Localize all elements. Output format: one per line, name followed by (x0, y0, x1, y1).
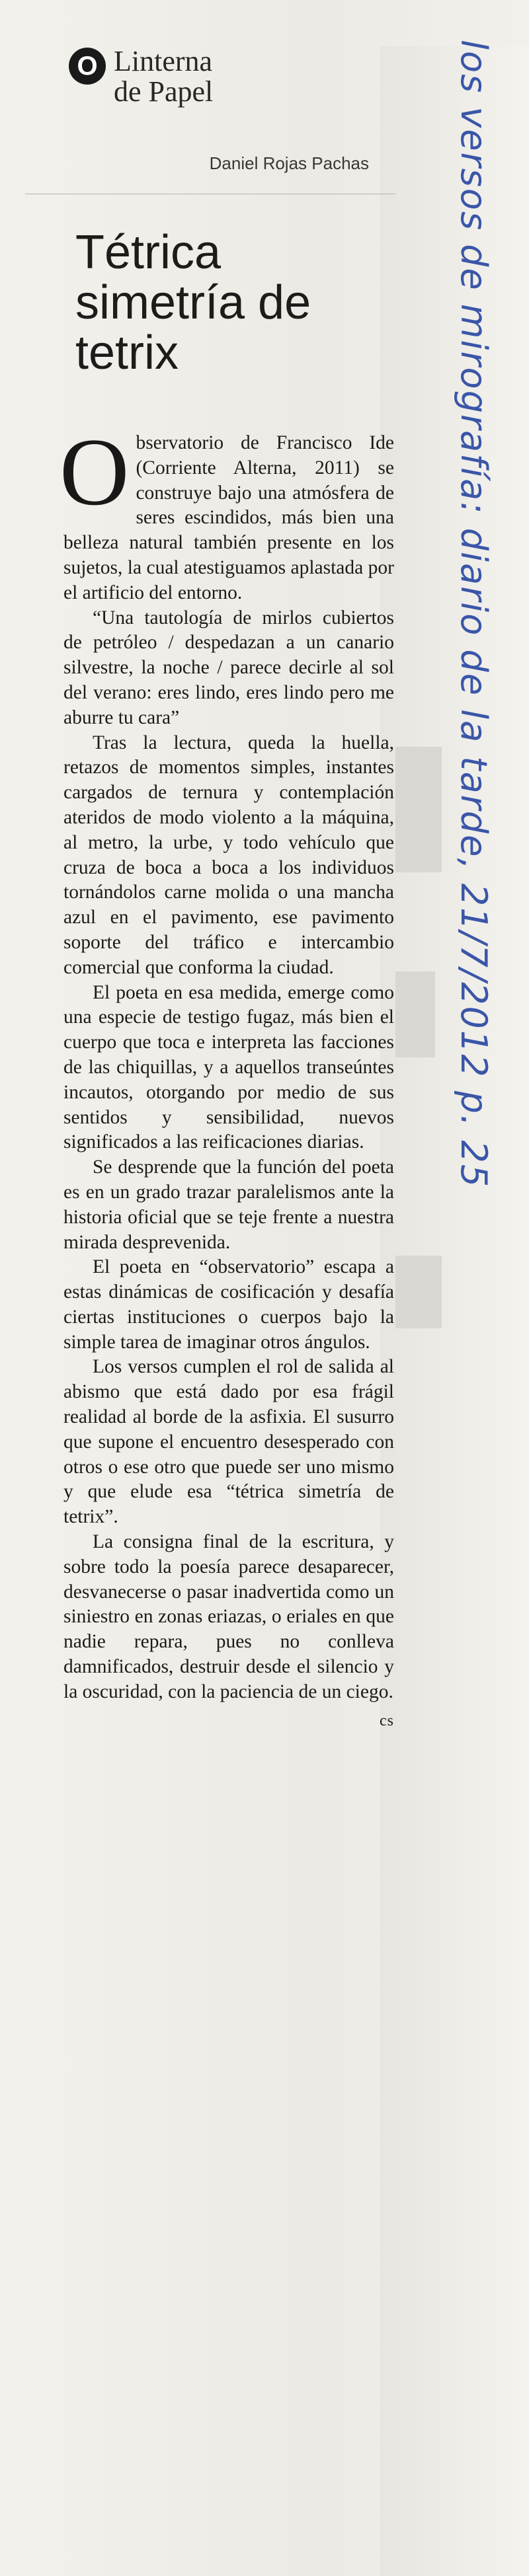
paragraph: El poeta en esa medida, emerge como una especie de testigo fugaz, más bien el cuerpo que toca e interpreta las facciones de las chiquillas, y a aquellos transeúntes incautos, otorgando por medio de sus sentidos y sensibilidad, nuevos significados a las reificaciones diarias. (63, 981, 394, 1153)
lead-paragraph (60, 418, 394, 606)
author-byline: Daniel Rojas Pachas (209, 153, 369, 173)
paragraph: Se desprende que la función del poeta es en un grado trazar paralelismos ante la historia oficial que se teje frente a nuestra mirada desprevenida. (63, 1156, 394, 1253)
paragraph: El poeta en “observatorio” escapa a estas dinámicas de cosificación y desafía ciertas instituciones o cuerpos bajo la simple tarea de imaginar otros ángulos. (63, 1256, 394, 1353)
section-name-line-1: Linterna (114, 45, 213, 77)
paragraph: Tras la lectura, queda la huella, retazos de momentos simples, instantes cargados de ternura y contemplación ateridos de modo violento a la máquina, al metro, la urbe, y todo vehículo que cruza de boca a boca a los individuos tornándolos carne molida o una mancha azul en el pavimento, ese pavimento soporte del tráfico e intercambio comercial que conforma la ciudad. (63, 732, 394, 978)
poem-quote: “Una tautología de mirlos cubiertos de petróleo / despedazan a un canario silvestre, la noche / parece decirle al sol del verano: eres lindo, eres lindo pero me aburre tu cara” (63, 607, 394, 728)
headline-line-2: simetría de (75, 276, 311, 329)
lead-text: bservatorio de Francisco Ide (Corriente Alterna, 2011) se construye bajo una atmósfera de seres escindidos, más bien una belleza natural también presente en los sujetos, la cual atestiguamos aplastada por el artificio del entorno. (63, 432, 394, 603)
adjacent-column-fragment (395, 971, 435, 1057)
article-column (25, 46, 395, 1733)
adjacent-column-fragment (395, 747, 442, 872)
handwritten-note: los versos de mirografía: diario de la tarde, 21/7/2012 p. 25 (453, 40, 495, 1189)
section-badge: O (69, 48, 106, 85)
adjacent-column-fragment (395, 1256, 442, 1328)
headline (75, 227, 395, 378)
handwritten-annotation (436, 40, 516, 1189)
section-name (114, 46, 213, 107)
article-body (60, 418, 394, 1729)
end-mark: cs (380, 1712, 394, 1729)
section-name-line-2: de Papel (114, 75, 214, 108)
paragraph (63, 1530, 394, 1729)
headline-line-3: tetrix (75, 326, 179, 379)
headline-line-1: Tétrica (75, 226, 222, 279)
final-paragraph-text: La consigna final de la escritura, y sobre todo la poesía parece desaparecer, desvanecerse o pasar inadvertida como un siniestro en zonas eriazas, o eriales en que nadie repara, pues no conlleva damnificados, destruir desde el silencio y la oscuridad, con la paciencia de un ciego. (63, 1531, 394, 1702)
paragraph: Los versos cumplen el rol de salida al abismo que está dado por esa frágil realidad al borde de la asfixia. El susurro que supone el encuentro desesperado con otros o ese otro que puede ser uno mismo y que elude esa “tétrica simetría de tetrix”. (63, 1356, 394, 1528)
drop-cap: O (60, 418, 130, 525)
section-header (25, 46, 395, 145)
